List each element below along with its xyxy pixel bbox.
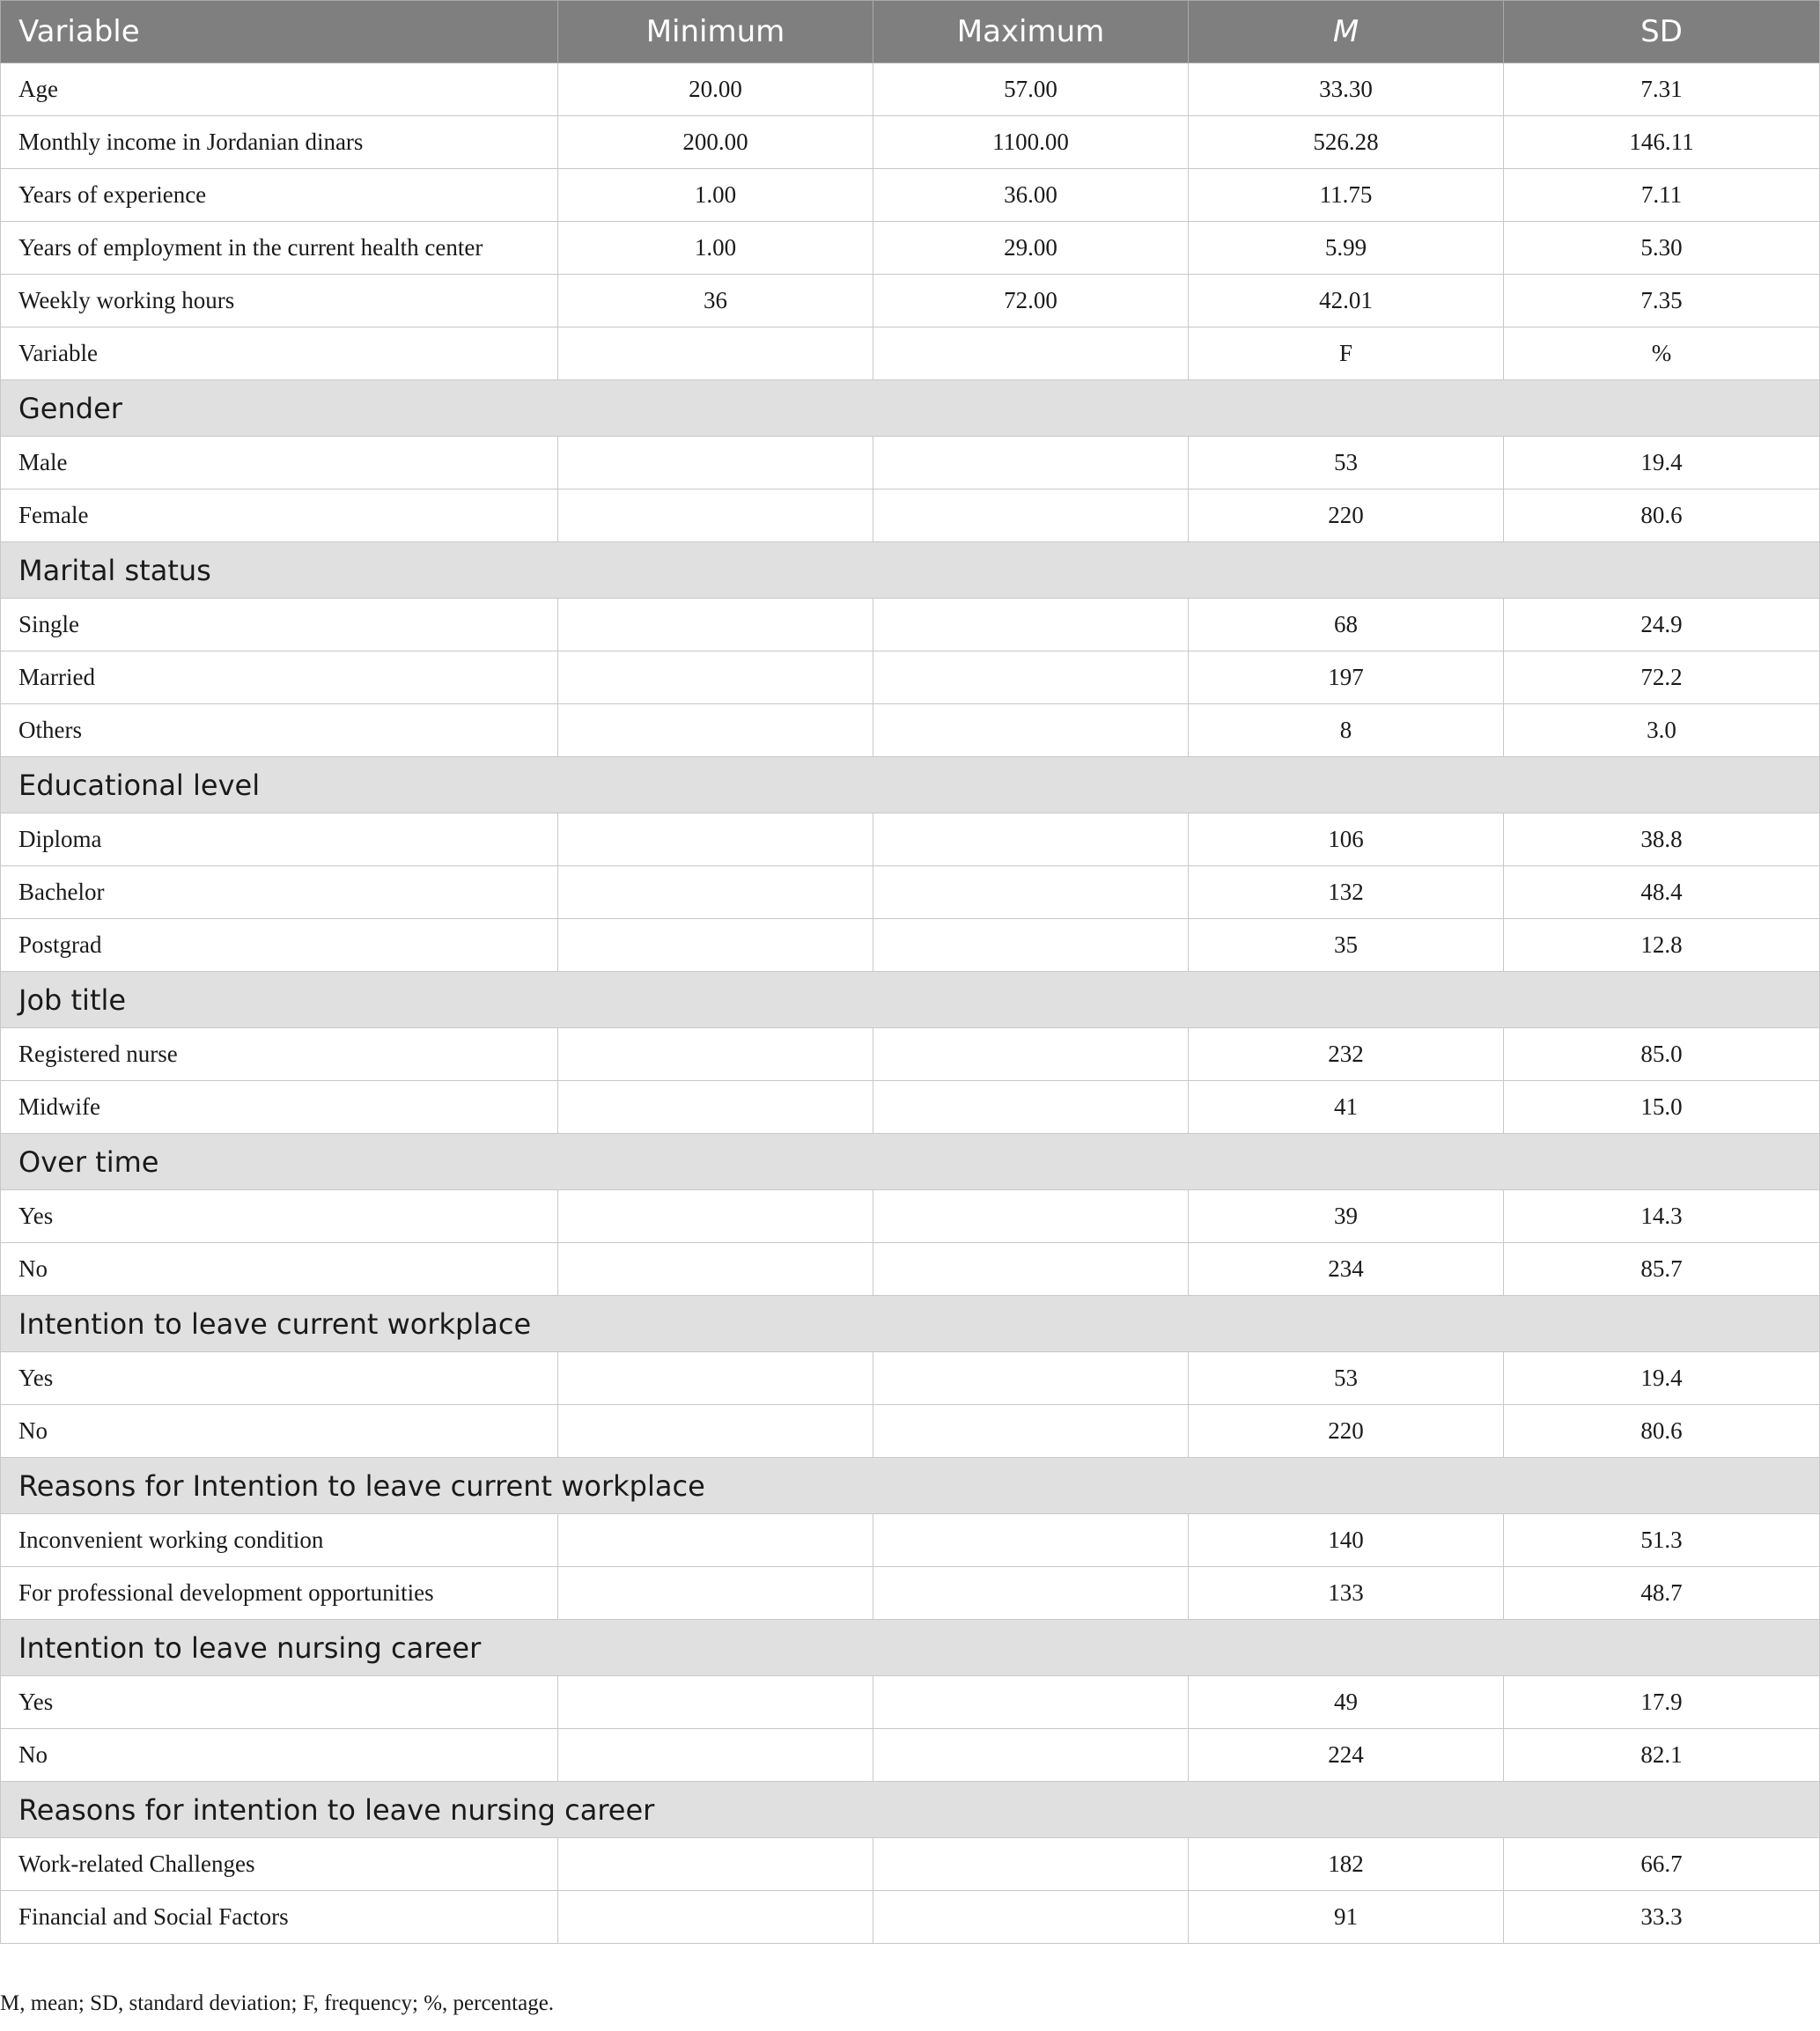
table-cell: 234 <box>1189 1243 1504 1296</box>
table-row <box>1 1028 1820 1081</box>
table-cell: 11.75 <box>1189 169 1504 222</box>
header-maximum: Maximum <box>873 1 1189 63</box>
table-cell: 33.30 <box>1189 63 1504 116</box>
table-cell <box>873 327 1189 380</box>
table-cell: 182 <box>1189 1838 1504 1891</box>
table-cell <box>873 1352 1189 1405</box>
header-sd: SD <box>1504 1 1820 63</box>
table-row <box>1 169 1820 222</box>
table-cell: 29.00 <box>873 222 1189 275</box>
row-label: No <box>1 1405 558 1458</box>
table-cell: 36 <box>558 275 873 327</box>
table-cell <box>873 1405 1189 1458</box>
table-cell <box>558 1190 873 1243</box>
table-cell: 8 <box>1189 704 1504 757</box>
table-row <box>1 919 1820 972</box>
table-cell <box>873 1514 1189 1567</box>
row-label: Age <box>1 63 558 116</box>
table-cell <box>873 1028 1189 1081</box>
table-cell: 5.30 <box>1504 222 1820 275</box>
section-header-row <box>1 1782 1820 1838</box>
table-cell: 48.4 <box>1504 866 1820 919</box>
section-header-row <box>1 1134 1820 1190</box>
table-header-row <box>1 1 1820 63</box>
table-cell <box>873 1891 1189 1944</box>
table-cell: 14.3 <box>1504 1190 1820 1243</box>
section-title: Gender <box>1 380 1820 437</box>
table-cell <box>873 1567 1189 1620</box>
table-row <box>1 651 1820 704</box>
table-cell: 38.8 <box>1504 813 1820 866</box>
section-title: Reasons for Intention to leave current workplace <box>1 1458 1820 1514</box>
row-label: Years of experience <box>1 169 558 222</box>
table-cell <box>558 1352 873 1405</box>
table-cell <box>558 437 873 489</box>
section-header-row <box>1 1620 1820 1676</box>
section-header-row <box>1 542 1820 599</box>
table-row <box>1 599 1820 651</box>
table-row <box>1 1081 1820 1134</box>
table-cell: 7.11 <box>1504 169 1820 222</box>
row-label: Registered nurse <box>1 1028 558 1081</box>
table-cell: 526.28 <box>1189 116 1504 169</box>
table-cell: 42.01 <box>1189 275 1504 327</box>
row-label: Bachelor <box>1 866 558 919</box>
table-cell: 39 <box>1189 1190 1504 1243</box>
table-cell: 53 <box>1189 1352 1504 1405</box>
row-label: No <box>1 1729 558 1782</box>
header-mean: M <box>1189 1 1504 63</box>
subheader-row <box>1 327 1820 380</box>
table-cell: 232 <box>1189 1028 1504 1081</box>
section-title: Job title <box>1 972 1820 1028</box>
table-cell <box>873 599 1189 651</box>
table-cell <box>873 1729 1189 1782</box>
header-minimum: Minimum <box>558 1 873 63</box>
table-cell: 85.7 <box>1504 1243 1820 1296</box>
table-cell <box>558 327 873 380</box>
table-cell <box>558 919 873 972</box>
table-cell <box>873 1838 1189 1891</box>
table-cell: 106 <box>1189 813 1504 866</box>
table-cell <box>558 704 873 757</box>
table-cell: 220 <box>1189 489 1504 542</box>
table-row <box>1 489 1820 542</box>
table-cell <box>558 1676 873 1729</box>
table-cell <box>873 813 1189 866</box>
table-cell: 20.00 <box>558 63 873 116</box>
row-label: No <box>1 1243 558 1296</box>
row-label: Female <box>1 489 558 542</box>
table-cell: 7.31 <box>1504 63 1820 116</box>
table-cell: 80.6 <box>1504 489 1820 542</box>
row-label: Single <box>1 599 558 651</box>
table-cell <box>558 1838 873 1891</box>
table-cell: 72.00 <box>873 275 1189 327</box>
row-label: Others <box>1 704 558 757</box>
row-label: Yes <box>1 1190 558 1243</box>
table-cell: 133 <box>1189 1567 1504 1620</box>
table-cell <box>873 651 1189 704</box>
table-cell: 132 <box>1189 866 1504 919</box>
table-cell <box>873 1243 1189 1296</box>
table-cell <box>873 1676 1189 1729</box>
section-title: Intention to leave current workplace <box>1 1296 1820 1352</box>
table-cell: 35 <box>1189 919 1504 972</box>
table-footnote: M, mean; SD, standard deviation; F, frequency; %, percentage. <box>0 1991 555 2015</box>
table-cell: 220 <box>1189 1405 1504 1458</box>
section-header-row <box>1 972 1820 1028</box>
table-row <box>1 1514 1820 1567</box>
table-row <box>1 1243 1820 1296</box>
table-cell: 82.1 <box>1504 1729 1820 1782</box>
row-label: Inconvenient working condition <box>1 1514 558 1567</box>
table-cell <box>873 489 1189 542</box>
table-row <box>1 1676 1820 1729</box>
table-cell: 66.7 <box>1504 1838 1820 1891</box>
table-row <box>1 1838 1820 1891</box>
table-cell: 49 <box>1189 1676 1504 1729</box>
table-cell: 24.9 <box>1504 599 1820 651</box>
section-header-row <box>1 1296 1820 1352</box>
table-cell <box>558 1243 873 1296</box>
table-cell <box>558 1729 873 1782</box>
table-cell: 3.0 <box>1504 704 1820 757</box>
table-cell: 41 <box>1189 1081 1504 1134</box>
table-row <box>1 222 1820 275</box>
section-header-row <box>1 757 1820 813</box>
table-cell: 48.7 <box>1504 1567 1820 1620</box>
table-cell <box>558 1891 873 1944</box>
table-row <box>1 1190 1820 1243</box>
table-cell: 68 <box>1189 599 1504 651</box>
table-cell: 85.0 <box>1504 1028 1820 1081</box>
table-cell <box>558 1405 873 1458</box>
table-cell <box>558 1514 873 1567</box>
table-cell <box>558 1028 873 1081</box>
section-title: Intention to leave nursing career <box>1 1620 1820 1676</box>
table-cell: 197 <box>1189 651 1504 704</box>
table-row <box>1 1567 1820 1620</box>
table-cell <box>558 489 873 542</box>
table-row <box>1 116 1820 169</box>
row-label: Monthly income in Jordanian dinars <box>1 116 558 169</box>
table-cell: 36.00 <box>873 169 1189 222</box>
table-cell: 1.00 <box>558 169 873 222</box>
table-cell: 5.99 <box>1189 222 1504 275</box>
row-label: Postgrad <box>1 919 558 972</box>
table-row <box>1 1405 1820 1458</box>
row-label: Yes <box>1 1352 558 1405</box>
table-cell: 80.6 <box>1504 1405 1820 1458</box>
table-cell: 53 <box>1189 437 1504 489</box>
table-row <box>1 813 1820 866</box>
table-row <box>1 1891 1820 1944</box>
section-header-row <box>1 1458 1820 1514</box>
table-body <box>1 63 1820 1944</box>
table-row <box>1 1729 1820 1782</box>
section-title: Over time <box>1 1134 1820 1190</box>
section-title: Reasons for intention to leave nursing career <box>1 1782 1820 1838</box>
table-cell <box>873 437 1189 489</box>
table-cell: 7.35 <box>1504 275 1820 327</box>
table-cell: 12.8 <box>1504 919 1820 972</box>
table-cell: F <box>1189 327 1504 380</box>
table-row <box>1 275 1820 327</box>
header-variable: Variable <box>1 1 558 63</box>
table-row <box>1 704 1820 757</box>
row-label: Weekly working hours <box>1 275 558 327</box>
section-title: Educational level <box>1 757 1820 813</box>
row-label: Yes <box>1 1676 558 1729</box>
table-cell <box>873 1081 1189 1134</box>
table-cell: 19.4 <box>1504 437 1820 489</box>
row-label: For professional development opportunities <box>1 1567 558 1620</box>
table-cell: 33.3 <box>1504 1891 1820 1944</box>
table-cell: 224 <box>1189 1729 1504 1782</box>
table-cell: 15.0 <box>1504 1081 1820 1134</box>
table-cell: 1100.00 <box>873 116 1189 169</box>
row-label: Midwife <box>1 1081 558 1134</box>
table-cell <box>873 866 1189 919</box>
table-cell: % <box>1504 327 1820 380</box>
row-label: Male <box>1 437 558 489</box>
table-cell: 146.11 <box>1504 116 1820 169</box>
table-row <box>1 437 1820 489</box>
table-cell <box>558 1567 873 1620</box>
table-cell <box>558 813 873 866</box>
table-cell: 51.3 <box>1504 1514 1820 1567</box>
table-row <box>1 1352 1820 1405</box>
table-cell <box>558 1081 873 1134</box>
table-cell: 200.00 <box>558 116 873 169</box>
row-label: Financial and Social Factors <box>1 1891 558 1944</box>
table-cell: 140 <box>1189 1514 1504 1567</box>
row-label: Work-related Challenges <box>1 1838 558 1891</box>
table-cell <box>873 1190 1189 1243</box>
row-label: Variable <box>1 327 558 380</box>
table-row <box>1 63 1820 116</box>
table-cell: 57.00 <box>873 63 1189 116</box>
section-header-row <box>1 380 1820 437</box>
row-label: Diploma <box>1 813 558 866</box>
table-cell <box>558 651 873 704</box>
section-title: Marital status <box>1 542 1820 599</box>
table-cell <box>558 866 873 919</box>
table-cell <box>558 599 873 651</box>
table-cell: 91 <box>1189 1891 1504 1944</box>
row-label: Years of employment in the current health center <box>1 222 558 275</box>
table-cell: 19.4 <box>1504 1352 1820 1405</box>
table-row <box>1 866 1820 919</box>
row-label: Married <box>1 651 558 704</box>
table-cell: 72.2 <box>1504 651 1820 704</box>
table-cell <box>873 919 1189 972</box>
table-cell: 17.9 <box>1504 1676 1820 1729</box>
table-cell: 1.00 <box>558 222 873 275</box>
table-cell <box>873 704 1189 757</box>
